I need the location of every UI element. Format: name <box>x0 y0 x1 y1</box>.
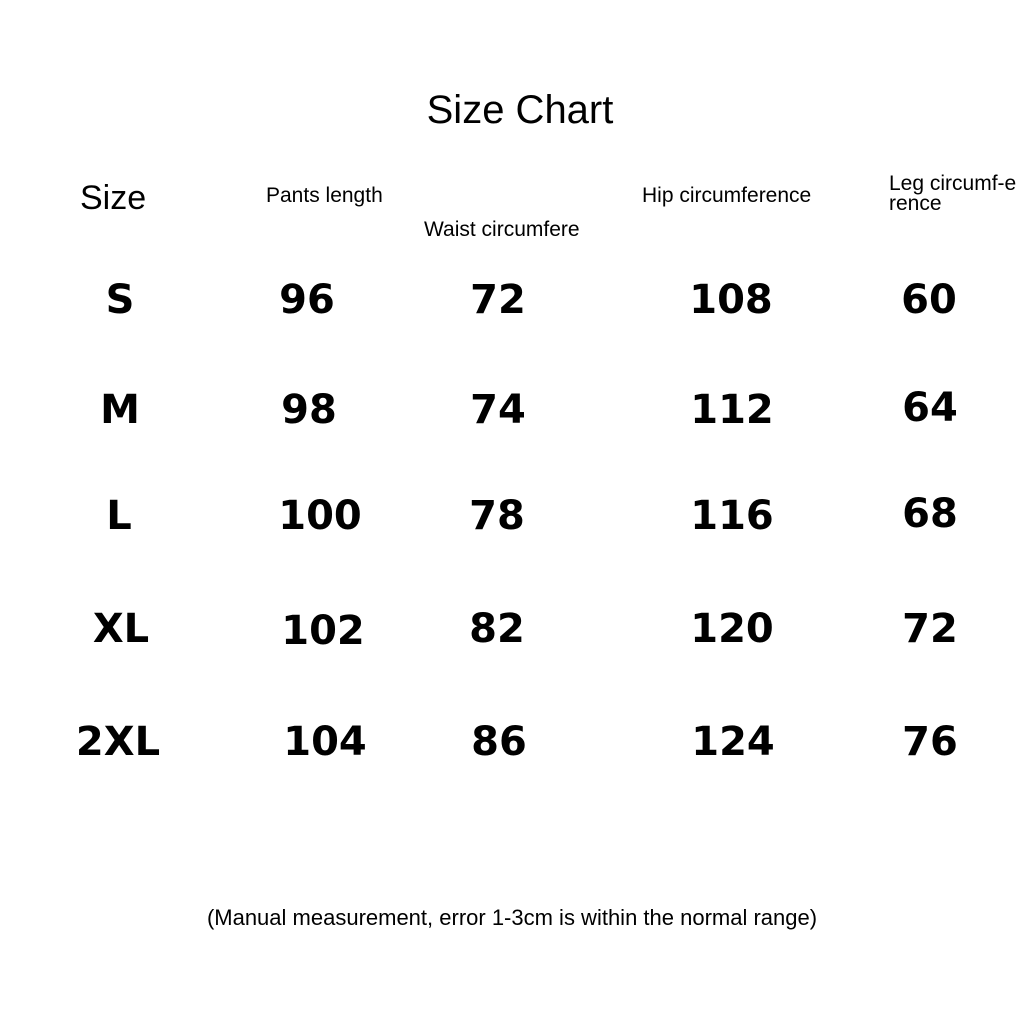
cell-waist: 86 <box>471 719 527 765</box>
measurement-note: (Manual measurement, error 1-3cm is within the normal range) <box>206 905 818 930</box>
header-pants-length: Pants length <box>266 184 383 207</box>
cell-hip: 116 <box>690 493 774 539</box>
cell-leg: 68 <box>902 491 958 537</box>
cell-size: L <box>106 493 132 539</box>
cell-hip: 120 <box>690 606 774 652</box>
cell-waist: 82 <box>469 606 525 652</box>
header-hip-circumference: Hip circumference <box>642 184 812 207</box>
cell-leg: 60 <box>901 277 957 323</box>
cell-hip: 108 <box>689 277 773 323</box>
cell-pants-length: 102 <box>281 608 365 654</box>
cell-pants-length: 104 <box>283 719 367 765</box>
cell-hip: 124 <box>691 719 775 765</box>
header-size: Size <box>80 179 147 217</box>
cell-leg: 72 <box>902 606 958 652</box>
cell-leg: 64 <box>902 385 958 431</box>
cell-pants-length: 96 <box>279 277 335 323</box>
cell-leg: 76 <box>902 719 958 765</box>
cell-pants-length: 98 <box>281 387 337 433</box>
header-waist-circumference: Waist circumfere <box>424 218 580 241</box>
page-title: Size Chart <box>426 88 614 132</box>
header-leg-circumference: Leg circumf-erence <box>889 172 1017 215</box>
cell-hip: 112 <box>690 387 774 433</box>
cell-size: S <box>105 277 135 323</box>
cell-waist: 78 <box>469 493 525 539</box>
cell-size: XL <box>92 606 150 652</box>
cell-size: M <box>100 387 140 433</box>
cell-waist: 74 <box>470 387 526 433</box>
cell-waist: 72 <box>470 277 526 323</box>
cell-size: 2XL <box>75 719 161 765</box>
cell-pants-length: 100 <box>278 493 362 539</box>
